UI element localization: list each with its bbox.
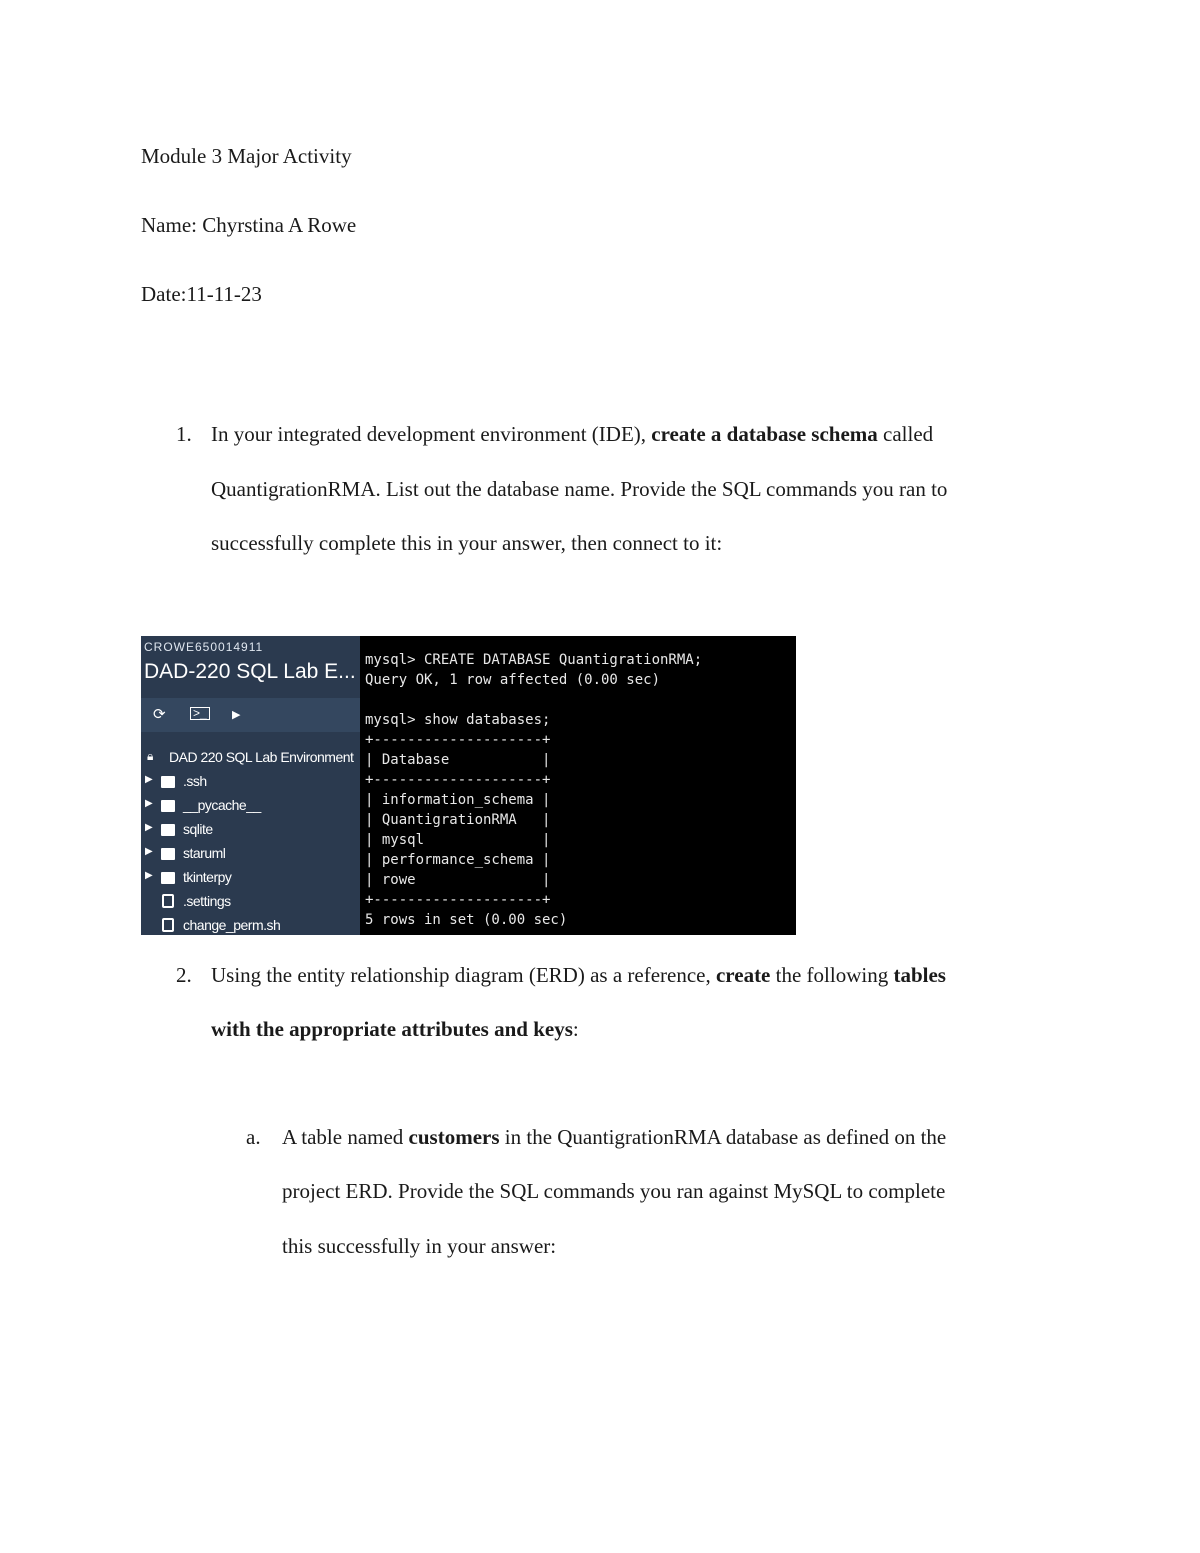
- tree-item-file[interactable]: [141, 892, 360, 916]
- q2-line-2: [211, 1015, 579, 1043]
- terminal-line: | information_schema |: [365, 792, 551, 808]
- terminal-line: 5 rows in set (0.00 sec): [365, 912, 568, 928]
- terminal-line: +--------------------+: [365, 892, 551, 908]
- q2a-line-3: this successfully in your answer:: [282, 1234, 557, 1258]
- q2a-line-2: project ERD. Provide the SQL commands you ran against MySQL to complete: [282, 1179, 946, 1203]
- document-date: Date:11-11-23: [141, 282, 262, 306]
- terminal-line: +--------------------+: [365, 732, 551, 748]
- q2a-text: A table named: [282, 1125, 409, 1149]
- tree-item-label: tkinterpy: [183, 869, 232, 885]
- chevron-right-icon[interactable]: ▶: [145, 822, 153, 833]
- tree-item-root[interactable]: [141, 748, 360, 772]
- q2-number: 2.: [176, 963, 192, 987]
- q1-line-3: successfully complete this in your answer, then connect to it:: [211, 531, 723, 555]
- terminal-line: | performance_schema |: [365, 852, 551, 868]
- tree-item-folder[interactable]: [141, 820, 360, 844]
- terminal-line: +--------------------+: [365, 772, 551, 788]
- q2-emphasis: create: [715, 963, 771, 987]
- q2-text: Using the entity relationship diagram (ERD) as a reference,: [211, 963, 716, 987]
- ide-sidebar: [141, 636, 360, 935]
- terminal-panel[interactable]: [360, 636, 796, 935]
- chevron-right-icon[interactable]: ▶: [145, 774, 153, 785]
- q1-number: 1.: [176, 422, 192, 446]
- ide-screenshot: [141, 636, 796, 935]
- tree-item-label: .ssh: [183, 773, 207, 789]
- q2-text: :: [572, 1017, 579, 1041]
- q2-line-1: [211, 961, 946, 989]
- q1-text: called: [877, 422, 934, 446]
- tree-item-label: staruml: [183, 845, 226, 861]
- q2-emphasis: with the appropriate attributes and keys: [211, 1017, 573, 1041]
- q2-text: the following: [770, 963, 894, 987]
- q2a-emphasis: customers: [408, 1125, 500, 1149]
- file-icon: [162, 918, 174, 932]
- tree-item-folder[interactable]: [141, 868, 360, 892]
- folder-icon: [161, 872, 175, 884]
- chevron-right-icon[interactable]: ▶: [145, 798, 153, 809]
- tree-item-label: DAD 220 SQL Lab Environment: [169, 749, 354, 765]
- folder-icon: [161, 800, 175, 812]
- lock-icon: 🔒︎: [147, 749, 153, 763]
- q1-line-1: [211, 420, 933, 448]
- ide-workspace-title[interactable]: DAD-220 SQL Lab E...: [144, 660, 356, 683]
- terminal-icon[interactable]: >_: [190, 707, 210, 720]
- terminal-line: | QuantigrationRMA |: [365, 812, 551, 828]
- tree-item-label: sqlite: [183, 821, 213, 837]
- tree-item-label: .settings: [183, 893, 231, 909]
- q1-line-2: QuantigrationRMA. List out the database name. Provide the SQL commands you ran to: [211, 477, 948, 501]
- terminal-line: | rowe |: [365, 872, 551, 888]
- play-icon[interactable]: ▶: [232, 709, 241, 721]
- q1-text: In your integrated development environment (IDE),: [211, 422, 652, 446]
- folder-icon: [161, 776, 175, 788]
- folder-icon: [161, 824, 175, 836]
- tree-item-folder[interactable]: [141, 796, 360, 820]
- document-title: Module 3 Major Activity: [141, 144, 352, 168]
- tree-item-label: change_perm.sh: [183, 917, 281, 933]
- terminal-line: Query OK, 1 row affected (0.00 sec): [365, 672, 661, 688]
- terminal-line: mysql> CREATE DATABASE QuantigrationRMA;: [365, 652, 703, 668]
- q2a-letter: a.: [246, 1125, 261, 1149]
- file-icon: [162, 894, 174, 908]
- ide-username: CROWE650014911: [144, 640, 264, 654]
- terminal-line: | Database |: [365, 752, 551, 768]
- author-name: Name: Chyrstina A Rowe: [141, 213, 357, 237]
- file-tree: [141, 748, 360, 935]
- tree-item-label: __pycache__: [183, 797, 261, 813]
- chevron-right-icon[interactable]: ▶: [145, 870, 153, 881]
- q2a-line-1: [282, 1123, 946, 1151]
- refresh-icon[interactable]: ⟳: [153, 706, 166, 723]
- tree-item-file[interactable]: [141, 916, 360, 935]
- q1-emphasis: create a database schema: [651, 422, 878, 446]
- terminal-line: | mysql |: [365, 832, 551, 848]
- tree-item-folder[interactable]: [141, 772, 360, 796]
- tree-item-folder[interactable]: [141, 844, 360, 868]
- ide-toolbar: [141, 698, 360, 732]
- terminal-line: mysql> show databases;: [365, 712, 551, 728]
- chevron-right-icon[interactable]: ▶: [145, 846, 153, 857]
- ide-header: [141, 636, 360, 696]
- q2-emphasis: tables: [893, 963, 946, 987]
- folder-icon: [161, 848, 175, 860]
- q2a-text: in the QuantigrationRMA database as defined on the: [499, 1125, 947, 1149]
